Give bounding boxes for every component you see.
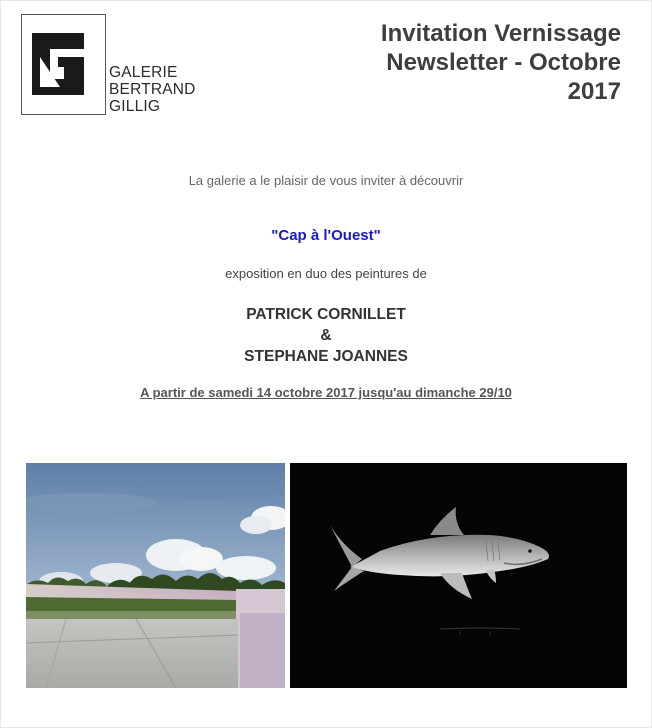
intro-text: La galerie a le plaisir de vous inviter à découvrir bbox=[188, 173, 464, 188]
painting-shark[interactable] bbox=[290, 463, 627, 688]
title-line-2: Newsletter - Octobre bbox=[386, 49, 621, 76]
gallery-name-line-2: BERTRAND bbox=[109, 81, 196, 98]
artist-name-2: STEPHANE JOANNES bbox=[244, 348, 408, 365]
title-line-3: 2017 bbox=[567, 78, 621, 105]
exhibition-title: "Cap à l'Ouest" bbox=[271, 227, 381, 244]
gallery-name-line-3: GILLIG bbox=[109, 98, 161, 115]
painting-landscape[interactable] bbox=[26, 463, 285, 688]
exhibition-dates-link[interactable]: A partir de samedi 14 octobre 2017 jusqu'au dimanche 29/10 bbox=[140, 385, 512, 400]
shark-painting-image bbox=[290, 463, 627, 688]
landscape-painting-image bbox=[26, 463, 285, 688]
gallery-g-mark-icon bbox=[30, 31, 86, 97]
newsletter-title bbox=[301, 19, 621, 106]
artist-name-1: PATRICK CORNILLET bbox=[246, 306, 406, 323]
gallery-name bbox=[109, 64, 219, 115]
gallery-name-line-1: GALERIE bbox=[109, 64, 178, 81]
artist-ampersand: & bbox=[320, 327, 332, 344]
artists-block bbox=[0, 304, 652, 367]
title-line-1: Invitation Vernissage bbox=[380, 20, 621, 47]
gallery-logo[interactable] bbox=[21, 14, 196, 115]
duo-description: exposition en duo des peintures de bbox=[225, 266, 427, 281]
exhibition-dates bbox=[0, 385, 652, 400]
